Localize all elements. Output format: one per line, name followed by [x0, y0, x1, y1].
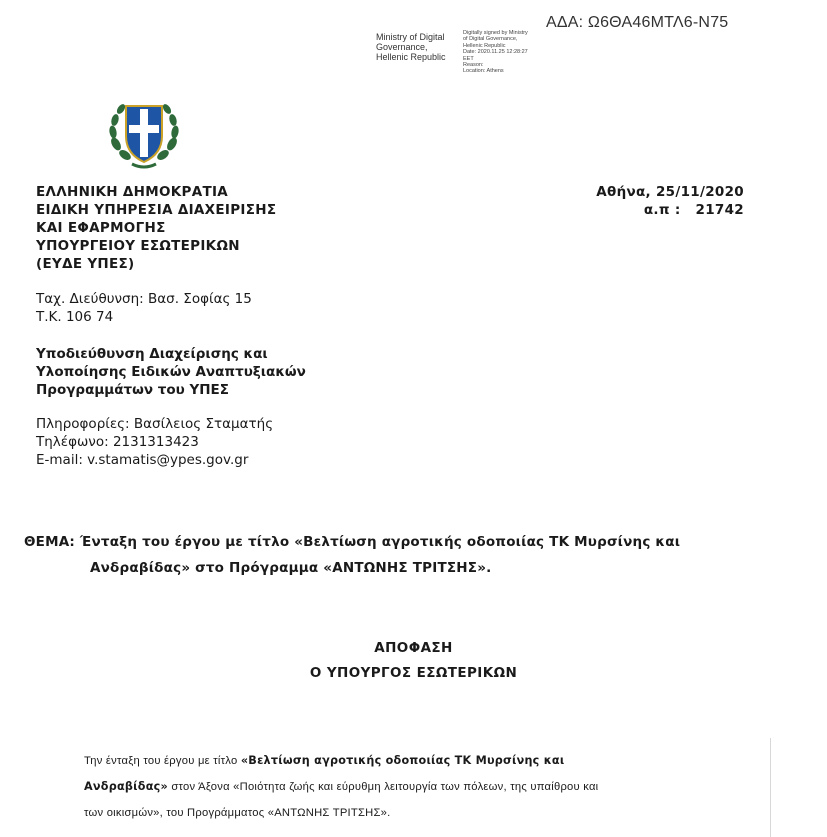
signature-detail-line: Hellenic Republic — [463, 42, 506, 49]
body-text: Την ένταξη του έργου με τίτλο — [84, 755, 241, 767]
document-date: Αθήνα, 25/11/2020 — [596, 184, 744, 200]
signature-detail-line: EET — [463, 55, 474, 62]
subdivision-line: Υλοποίησης Ειδικών Αναπτυξιακών — [36, 364, 306, 380]
body-line: των οικισμών», του Προγράμματος «ΑΝΤΩΝΗΣ ΤΡΙΤΣΗΣ». — [84, 807, 391, 819]
body-text: στον Άξονα «Ποιότητα ζωής και εύρυθμη λειτουργία των πόλεων, της υπαίθρου και — [168, 781, 599, 793]
project-title: Ανδραβίδας» — [84, 780, 169, 793]
street-address: Ταχ. Διεύθυνση: Βασ. Σοφίας 15 — [36, 291, 252, 307]
digital-signer-name — [376, 32, 446, 62]
signature-detail-line: of Digital Governance, — [463, 36, 518, 43]
decision-body — [84, 748, 716, 826]
subject-line: Ανδραβίδας» στο Πρόγραμμα «ΑΝΤΩΝΗΣ ΤΡΙΤΣΗΣ». — [90, 560, 492, 576]
digital-signature-details — [463, 30, 528, 75]
issuer-line: ΕΙΔΙΚΗ ΥΠΗΡΕΣΙΑ ΔΙΑΧΕΙΡΙΣΗΣ — [36, 202, 277, 218]
contact-person: Πληροφορίες: Βασίλειος Σταματής — [36, 416, 274, 432]
greek-coat-of-arms-icon — [104, 92, 184, 172]
issuer-line: ΕΛΛΗΝΙΚΗ ΔΗΜΟΚΡΑΤΙΑ — [36, 184, 229, 200]
address-block — [36, 290, 252, 326]
issuer-line: ΚΑΙ ΕΦΑΡΜΟΓΗΣ — [36, 220, 166, 236]
signature-detail-line: Digitally signed by Ministry — [463, 30, 528, 36]
subject-line: ΘΕΜΑ: Ένταξη του έργου με τίτλο «Βελτίωση αγροτικής οδοποιίας ΤΚ Μυρσίνης και — [24, 534, 681, 550]
contact-phone: Τηλέφωνο: 2131313423 — [36, 434, 199, 450]
signer-line: Hellenic Republic — [376, 52, 446, 62]
protocol-number: α.π : 21742 — [643, 202, 744, 218]
signature-detail-line: Reason: — [463, 62, 484, 69]
subject-block — [24, 529, 764, 581]
ada-code: ΑΔΑ: Ω6ΘΑ46ΜΤΛ6-Ν75 — [546, 14, 729, 31]
signer-line: Governance, — [376, 42, 428, 52]
page-edge-divider — [770, 738, 771, 837]
issuer-line: (ΕΥΔΕ ΥΠΕΣ) — [36, 256, 135, 272]
body-line — [84, 774, 716, 800]
decision-subtitle: Ο ΥΠΟΥΡΓΟΣ ΕΣΩΤΕΡΙΚΩΝ — [309, 665, 518, 681]
issuer-block — [36, 183, 276, 273]
subdivision-line: Προγραμμάτων του ΥΠΕΣ — [36, 382, 229, 398]
subdivision-line: Υποδιεύθυνση Διαχείρισης και — [36, 346, 268, 362]
signature-detail-line: Location: Athens — [463, 68, 504, 75]
date-protocol-block — [560, 183, 744, 219]
signature-detail-line: Date: 2020.11.25 12:28:27 — [463, 49, 528, 56]
contact-block — [36, 415, 273, 469]
contact-email: E-mail: v.stamatis@ypes.gov.gr — [36, 452, 249, 468]
project-title: «Βελτίωση αγροτικής οδοποιίας ΤΚ Μυρσίνης και — [240, 754, 565, 767]
signer-line: Ministry of Digital — [376, 32, 445, 42]
issuer-line: ΥΠΟΥΡΓΕΙΟΥ ΕΣΩΤΕΡΙΚΩΝ — [36, 238, 240, 254]
body-line — [84, 748, 716, 774]
decision-title: ΑΠΟΦΑΣΗ — [374, 640, 453, 656]
postal-code: Τ.Κ. 106 74 — [36, 309, 114, 325]
subdivision-block — [36, 345, 306, 399]
